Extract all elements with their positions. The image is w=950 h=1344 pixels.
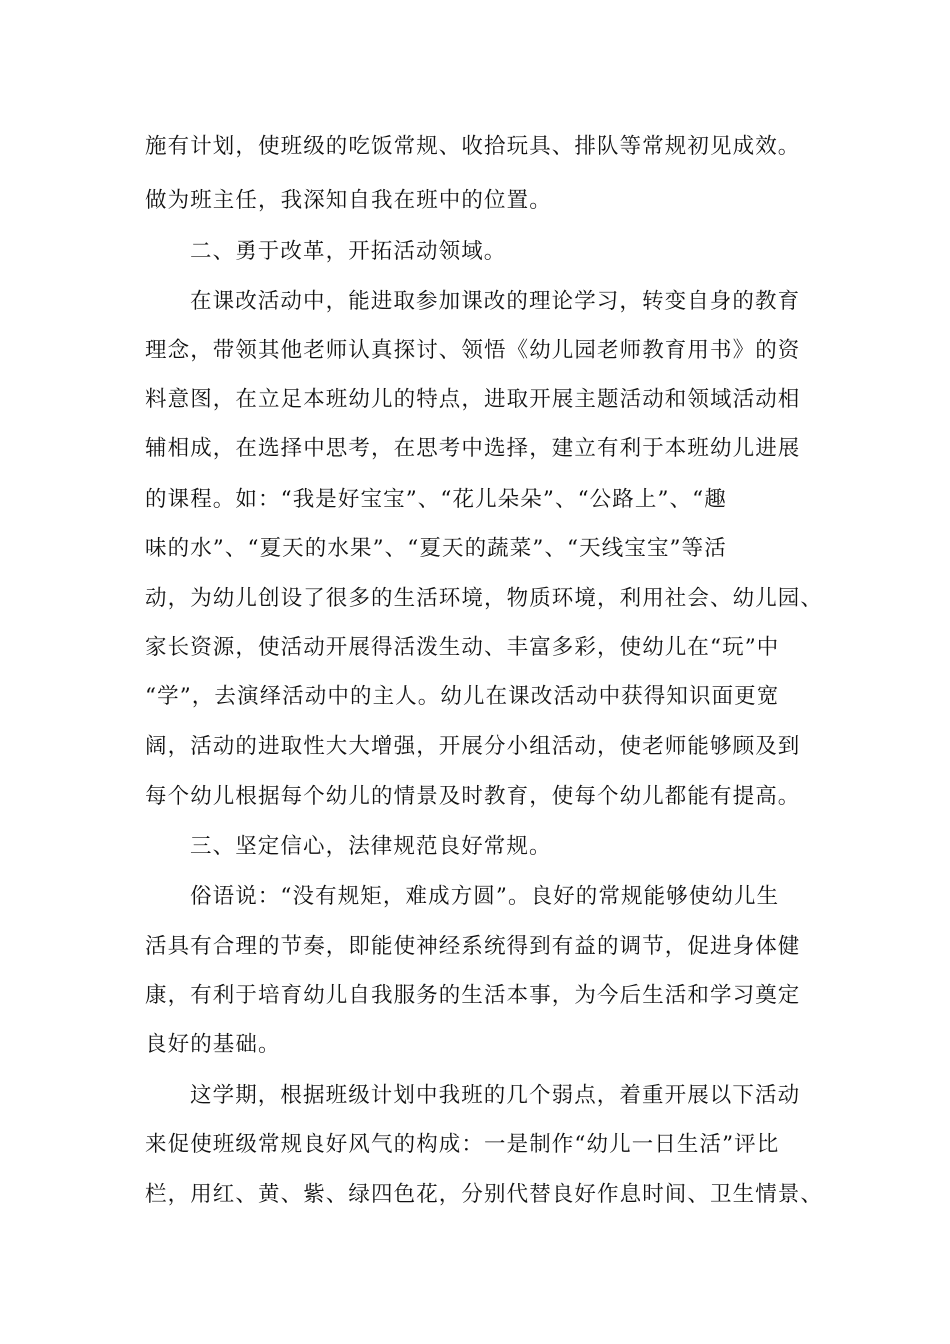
text-line: 做为班主任，我深知自我在班中的位置。	[145, 188, 552, 213]
text-line: 在课改活动中，能进取参加课改的理论学习，转变自身的教育	[190, 289, 801, 314]
text-line: 料意图，在立足本班幼儿的特点，进取开展主题活动和领域活动相	[145, 387, 801, 412]
text-line: 康，有利于培育幼儿自我服务的生活本事，为今后生活和学习奠定	[145, 983, 801, 1008]
text-line: 良好的基础。	[145, 1032, 281, 1057]
section-heading: 三、坚定信心，法律规范良好常规。	[190, 834, 552, 859]
text-line: 阔，活动的进取性大大增强，开展分小组活动，使老师能够顾及到	[145, 734, 801, 759]
section-heading: 二、勇于改革，开拓活动领域。	[190, 239, 507, 264]
text-line: 理念，带领其他老师认真探讨、领悟《幼儿园老师教育用书》的资	[145, 338, 801, 363]
text-line: 施有计划，使班级的吃饭常规、收拾玩具、排队等常规初见成效。	[145, 134, 801, 159]
text-line: 俗语说：“没有规矩，难成方圆”。良好的常规能够使幼儿生	[190, 884, 780, 909]
text-line: 味的水”、“夏天的水果”、“夏天的蔬菜”、“天线宝宝”等活	[145, 536, 727, 561]
text-line: 家长资源，使活动开展得活泼生动、丰富多彩，使幼儿在“玩”中	[145, 635, 780, 660]
text-line: 的课程。如：“我是好宝宝”、“花儿朵朵”、“公路上”、“趣	[145, 487, 727, 512]
text-line: 辅相成，在选择中思考，在思考中选择，建立有利于本班幼儿进展	[145, 436, 801, 461]
text-line: “学”，去演绎活动中的主人。幼儿在课改活动中获得知识面更宽	[145, 684, 780, 709]
text-line: 活具有合理的节奏，即能使神经系统得到有益的调节，促进身体健	[145, 934, 801, 959]
text-line: 这学期，根据班级计划中我班的几个弱点，着重开展以下活动	[190, 1083, 801, 1108]
text-line: 动，为幼儿创设了很多的生活环境，物质环境，利用社会、幼儿园、	[145, 586, 824, 611]
text-line: 栏，用红、黄、紫、绿四色花，分别代替良好作息时间、卫生情景、	[145, 1182, 824, 1207]
text-line: 每个幼儿根据每个幼儿的情景及时教育，使每个幼儿都能有提高。	[145, 784, 801, 809]
text-line: 来促使班级常规良好风气的构成：一是制作“幼儿一日生活”评比	[145, 1132, 780, 1157]
